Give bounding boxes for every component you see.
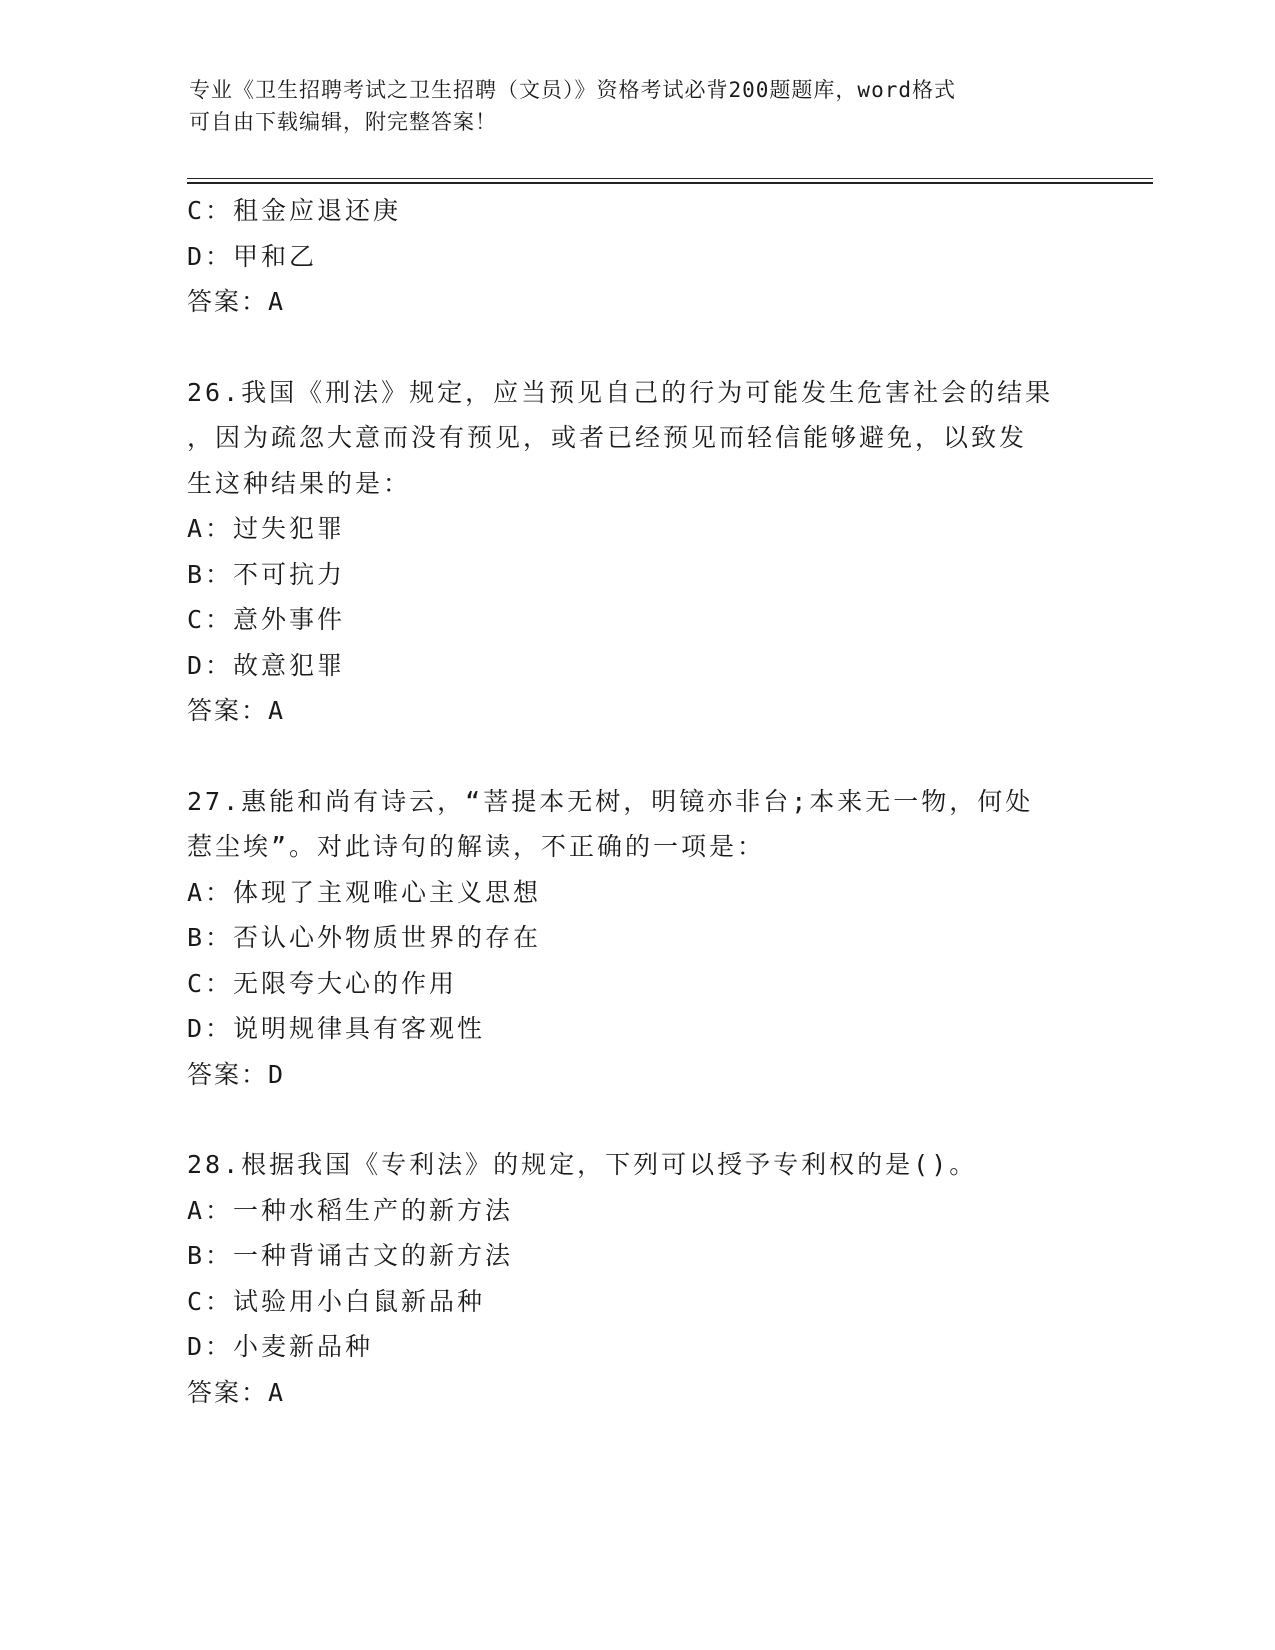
- question-28: [187, 1142, 1087, 1415]
- option-a: A：过失犯罪: [187, 514, 346, 543]
- question-content: [187, 188, 1087, 1415]
- answer-value: A: [268, 1377, 287, 1407]
- option-b: B：一种背诵古文的新方法: [187, 1241, 514, 1270]
- header-line-1: 专业《卫生招聘考试之卫生招聘（文员）》资格考试必背200题题库，word格式: [189, 78, 956, 102]
- answer-value: D: [268, 1059, 287, 1089]
- option-d: D：小麦新品种: [187, 1332, 374, 1361]
- question-stem-line: 27.惠能和尚有诗云，“菩提本无树，明镜亦非台;本来无一物，何处: [187, 786, 1034, 816]
- spacer: [187, 1097, 1087, 1142]
- option-d: D：故意犯罪: [187, 650, 346, 680]
- answer-line: [187, 688, 1087, 734]
- option-c: C：意外事件: [187, 605, 346, 634]
- question-stem-line: 28.根据我国《专利法》的规定，下列可以授予专利权的是()。: [187, 1150, 978, 1179]
- answer-value: A: [268, 287, 287, 316]
- answer-label: 答案：: [187, 1377, 269, 1407]
- header-rule-thick: [187, 182, 1153, 184]
- option-c: C：试验用小白鼠新品种: [187, 1286, 486, 1316]
- question-stem-line: 生这种结果的是：: [187, 468, 412, 498]
- question-stem-line: 26.我国《刑法》规定，应当预见自己的行为可能发生危害社会的结果: [187, 377, 1054, 407]
- answer-label: 答案：: [187, 696, 269, 725]
- option-a: A：一种水稻生产的新方法: [187, 1195, 514, 1225]
- header-line-2: 可自由下载编辑，附完整答案！: [189, 110, 497, 134]
- header-rule-thin: [187, 178, 1153, 179]
- option-d: D：甲和乙: [187, 241, 318, 271]
- answer-value: A: [268, 696, 287, 725]
- answer-label: 答案：: [187, 287, 269, 316]
- answer-line: [187, 1052, 1087, 1098]
- continued-question: [187, 188, 1087, 325]
- answer-line: [187, 1370, 1087, 1416]
- question-stem-line: ，因为疏忽大意而没有预见，或者已经预见而轻信能够避免，以致发: [187, 423, 1028, 452]
- option-c: C：租金应退还庚: [187, 196, 402, 225]
- spacer: [187, 325, 1087, 370]
- option-c: C：无限夸大心的作用: [187, 968, 458, 998]
- spacer: [187, 734, 1087, 779]
- question-26: [187, 370, 1087, 734]
- answer-label: 答案：: [187, 1059, 269, 1089]
- question-27: [187, 779, 1087, 1098]
- answer-line: [187, 279, 1087, 325]
- question-stem-line: 惹尘埃”。对此诗句的解读，不正确的一项是：: [187, 832, 766, 861]
- option-d: D：说明规律具有客观性: [187, 1014, 486, 1043]
- document-header: [189, 74, 1089, 138]
- option-b: B：否认心外物质世界的存在: [187, 923, 542, 952]
- option-b: B：不可抗力: [187, 559, 346, 589]
- option-a: A：体现了主观唯心主义思想: [187, 877, 542, 907]
